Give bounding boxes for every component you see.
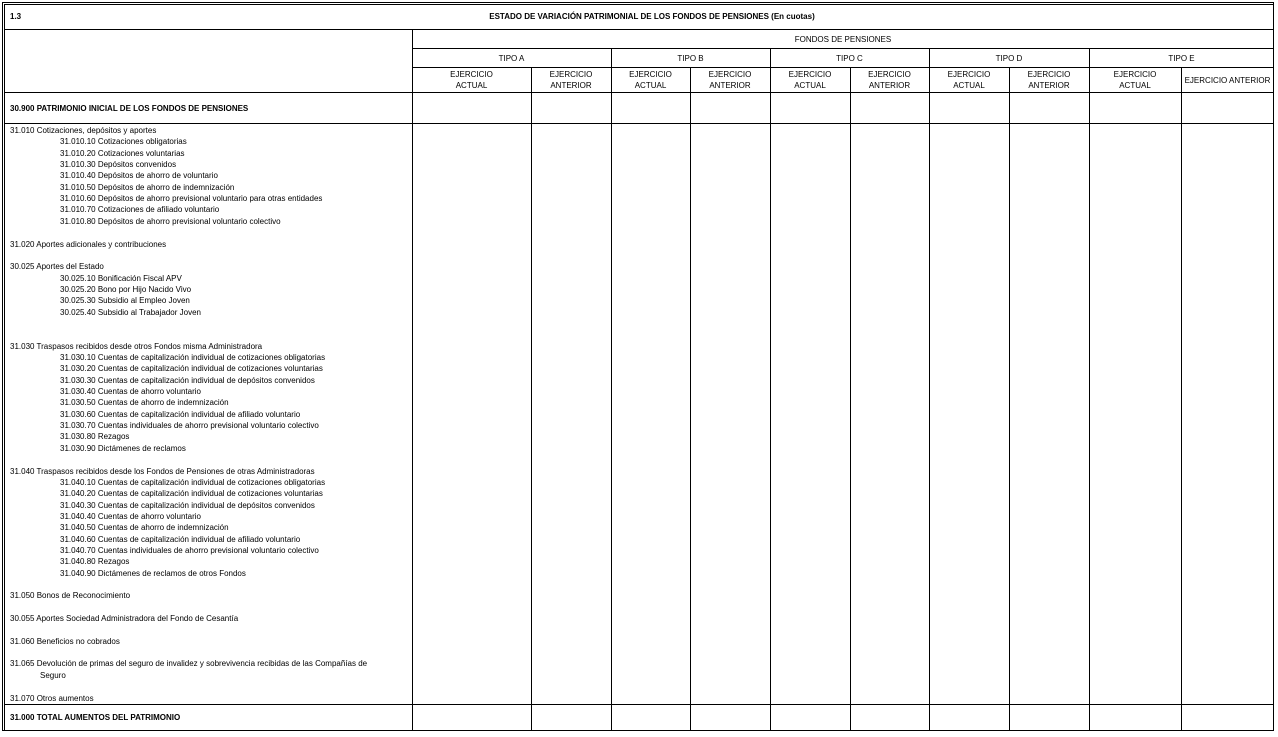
- account-row: 31.010 Cotizaciones, depósitos y aportes: [10, 126, 157, 135]
- sub-account-row: 30.025.30 Subsidio al Empleo Joven: [60, 296, 190, 306]
- d-anterior-header: EJERCICIO ANTERIOR: [1027, 70, 1071, 90]
- sub-account-row: 31.010.30 Depósitos convenidos: [60, 160, 177, 170]
- total-top-rule: [4, 704, 1274, 705]
- sub-account-row: 31.030.10 Cuentas de capitalización individual de cotizaciones obligatorias: [60, 353, 326, 362]
- sub-account-row: Seguro: [40, 670, 66, 680]
- account-row: 30.025 Aportes del Estado: [10, 262, 104, 272]
- tipo-header-rule: [412, 67, 1274, 68]
- sub-account-row: 31.040.40 Cuentas de ahorro voluntario: [60, 511, 201, 521]
- opening-balance-label: 30.900 PATRIMONIO INICIAL DE LOS FONDOS DE PENSIONES: [10, 104, 249, 113]
- account-row: 31.030 Traspasos recibidos desde otros Fondos misma Administradora: [10, 341, 263, 351]
- sub-account-row: 31.030.90 Dictámenes de reclamos: [60, 443, 186, 453]
- sub-account-row: 31.010.20 Cotizaciones voluntarias: [60, 148, 185, 158]
- account-row: 31.050 Bonos de Reconocimiento: [10, 591, 131, 601]
- tipo-e-header: TIPO E: [1168, 54, 1195, 63]
- sub-account-row: 30.025.20 Bono por Hijo Nacido Vivo: [60, 284, 192, 294]
- sub-account-row: 31.010.70 Cotizaciones de afiliado voluntario: [60, 205, 220, 215]
- sub-account-row: 31.040.20 Cuentas de capitalización individual de cotizaciones voluntarias: [60, 489, 323, 499]
- sub-account-row: 31.040.70 Cuentas individuales de ahorro previsional voluntario colectivo: [60, 546, 319, 555]
- sub-account-row: 31.010.10 Cotizaciones obligatorias: [60, 137, 187, 147]
- sub-account-row: 31.040.50 Cuentas de ahorro de indemnización: [60, 523, 229, 533]
- account-row: 31.070 Otros aumentos: [10, 693, 94, 703]
- e-actual-header: EJERCICIO ACTUAL: [1113, 70, 1157, 90]
- sub-account-row: 31.030.70 Cuentas individuales de ahorro previsional voluntario colectivo: [60, 421, 319, 431]
- sub-account-row: 30.025.40 Subsidio al Trabajador Joven: [60, 307, 201, 317]
- sub-account-row: 31.010.60 Depósitos de ahorro previsional voluntario para otras entidades: [60, 194, 323, 204]
- sub-account-row: 31.040.30 Cuentas de capitalización individual de depósitos convenidos: [60, 500, 315, 510]
- report-number: 1.3: [10, 12, 22, 21]
- sub-account-row: 31.040.60 Cuentas de capitalización individual de afiliado voluntario: [60, 534, 301, 544]
- sub-account-row: 31.030.20 Cuentas de capitalización individual de cotizaciones voluntarias: [60, 364, 323, 374]
- sub-account-row: 31.030.80 Rezagos: [60, 432, 130, 442]
- tipo-a-header: TIPO A: [498, 54, 525, 63]
- col-rule-ab: [611, 48, 612, 731]
- sub-account-row: 31.030.40 Cuentas de ahorro voluntario: [60, 387, 201, 397]
- col-rule-bc: [770, 48, 771, 731]
- report-title: ESTADO DE VARIACIÓN PATRIMONIAL DE LOS FONDOS DE PENSIONES (En cuotas): [489, 12, 815, 21]
- b-actual-header: EJERCICIO ACTUAL: [629, 70, 672, 90]
- account-row: 31.065 Devolución de primas del seguro de invalidez y sobrevivencia recibidas de las Compañías de: [10, 659, 368, 669]
- col-rule-cd: [929, 48, 930, 731]
- c-anterior-header: EJERCICIO ANTERIOR: [868, 70, 911, 90]
- col-rule-d-mid: [1009, 67, 1010, 731]
- tipo-b-header: TIPO B: [677, 54, 704, 63]
- col-rule-b-mid: [690, 67, 691, 731]
- sub-account-row: 31.010.40 Depósitos de ahorro de voluntario: [60, 171, 218, 181]
- group-header-rule: [412, 48, 1274, 49]
- opening-bottom-rule: [4, 123, 1274, 124]
- sub-account-row: 31.040.90 Dictámenes de reclamos de otros Fondos: [60, 568, 246, 578]
- sub-account-row: 31.040.10 Cuentas de capitalización individual de cotizaciones obligatorias: [60, 477, 326, 487]
- account-row: 31.040 Traspasos recibidos desde los Fondos de Pensiones de otras Administradoras: [10, 466, 315, 476]
- tipo-c-header: TIPO C: [836, 54, 863, 63]
- label-column-rule: [412, 29, 413, 731]
- sub-account-row: 31.030.30 Cuentas de capitalización individual de depósitos convenidos: [60, 375, 315, 385]
- sub-account-row: 31.030.60 Cuentas de capitalización individual de afiliado voluntario: [60, 409, 301, 419]
- sub-account-row: 31.040.80 Rezagos: [60, 557, 130, 567]
- account-row: 30.055 Aportes Sociedad Administradora del Fondo de Cesantía: [10, 614, 239, 623]
- sub-account-row: 31.010.50 Depósitos de ahorro de indemnización: [60, 182, 235, 192]
- a-anterior-header: EJERCICIO ANTERIOR: [549, 70, 593, 90]
- group-header: FONDOS DE PENSIONES: [794, 35, 892, 44]
- c-actual-header: EJERCICIO ACTUAL: [788, 70, 832, 90]
- col-rule-a-mid: [531, 67, 532, 731]
- total-label: 31.000 TOTAL AUMENTOS DEL PATRIMONIO: [10, 713, 181, 722]
- d-actual-header: EJERCICIO ACTUAL: [947, 70, 991, 90]
- sub-account-row: 30.025.10 Bonificación Fiscal APV: [60, 273, 182, 283]
- col-rule-de: [1089, 48, 1090, 731]
- sub-account-row: 31.010.80 Depósitos de ahorro previsional voluntario colectivo: [60, 216, 281, 226]
- account-row: 31.060 Beneficios no cobrados: [10, 636, 120, 646]
- header-bottom-rule: [4, 92, 1274, 93]
- a-actual-header: EJERCICIO ACTUAL: [450, 70, 493, 90]
- title-bottom-rule: [4, 29, 1274, 30]
- col-rule-e-mid: [1181, 67, 1182, 731]
- account-row: 31.020 Aportes adicionales y contribuciones: [10, 239, 167, 249]
- b-anterior-header: EJERCICIO ANTERIOR: [708, 70, 752, 90]
- col-rule-c-mid: [850, 67, 851, 731]
- e-anterior-header: EJERCICIO ANTERIOR: [1184, 76, 1271, 85]
- sub-account-row: 31.030.50 Cuentas de ahorro de indemnización: [60, 398, 229, 408]
- tipo-d-header: TIPO D: [995, 54, 1023, 63]
